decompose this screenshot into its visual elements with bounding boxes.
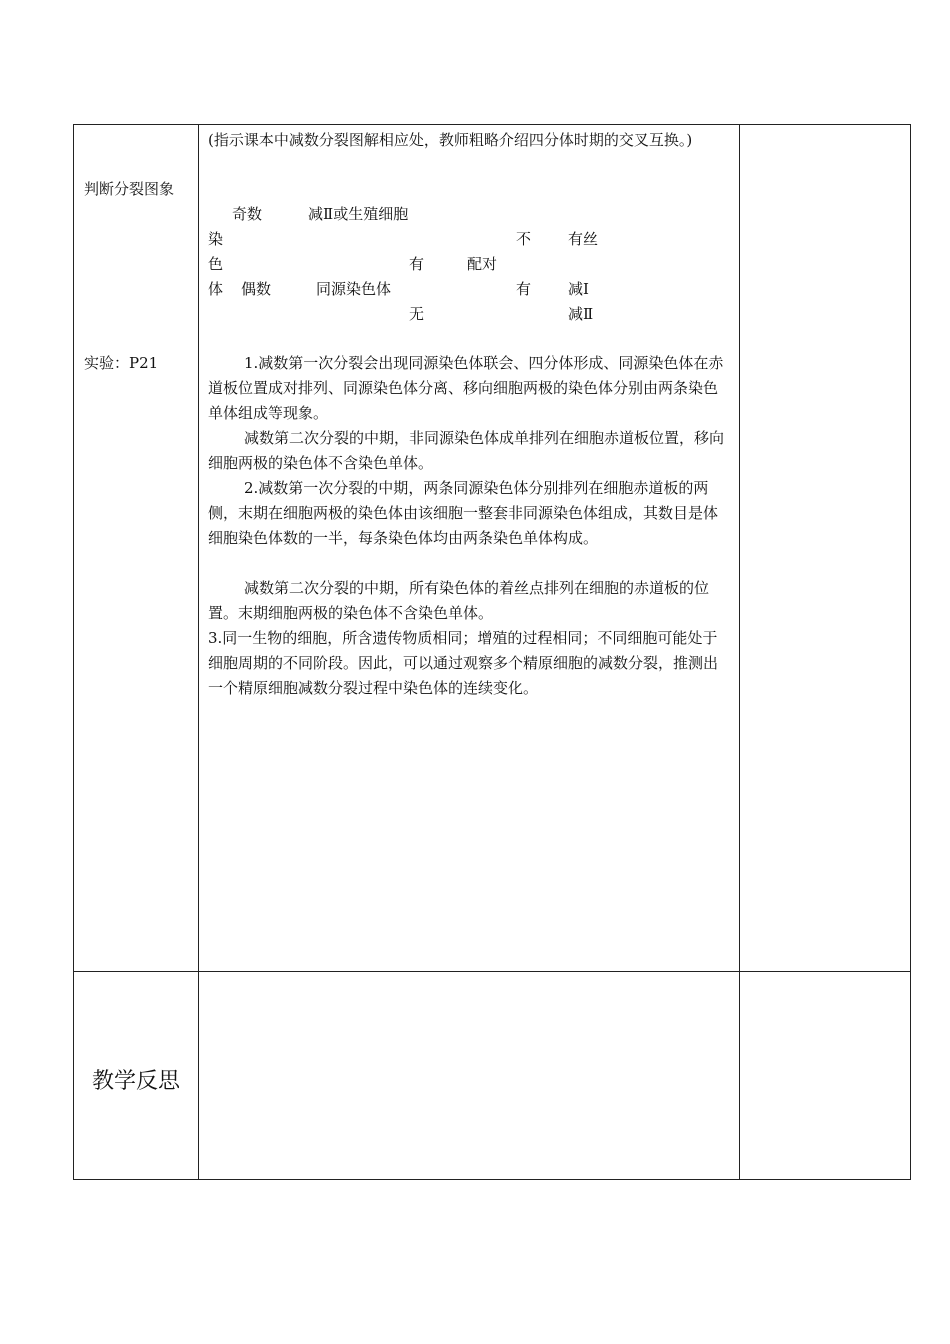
answer-2: 2.减数第一次分裂的中期，两条同源染色体分别排列在细胞赤道板的两侧，末期在细胞两极的染色体由该细胞一整套非同源染色体组成，其数目是体细胞染色体数的一半，每条染色体均由两条染色单体构成。: [208, 479, 719, 547]
row-label-experiment: 实验：P21: [84, 354, 159, 372]
intro-text: (指示课本中减数分裂图解相应处，教师粗略介绍四分体时期的交叉互换。): [208, 131, 693, 149]
teaching-reflection-label: 教学反思: [92, 1069, 181, 1094]
flow-meiosis2: 减Ⅱ: [568, 305, 594, 323]
flow-even: 偶数: [241, 280, 272, 298]
column-divider-1: [198, 125, 199, 1179]
answer-1-second: 减数第二次分裂的中期，非同源染色体成单排列在细胞赤道板位置，移向细胞两极的染色体不含染色单体。: [208, 429, 725, 472]
answer-1: 1.减数第一次分裂会出现同源染色体联会、四分体形成、同源染色体在赤道板位置成对排列、同源染色体分离、移向细胞两极的染色体分别由两条染色单体组成等现象。: [208, 354, 724, 422]
row-label-judge-division: 判断分裂图象: [84, 180, 175, 198]
flow-wu: 无: [409, 305, 425, 323]
flow-you2: 有: [516, 280, 532, 298]
flow-you1: 有: [409, 255, 425, 273]
flow-ti: 体: [208, 280, 224, 298]
answer-3: 3.同一生物的细胞，所含遗传物质相同；增殖的过程相同；不同细胞可能处于细胞周期的不同阶段。因此，可以通过观察多个精原细胞的减数分裂，推测出一个精原细胞减数分裂过程中染色体的连续变化。: [208, 629, 719, 697]
flow-odd-result: 减Ⅱ或生殖细胞: [308, 205, 409, 223]
answer-2-second: 减数第二次分裂的中期，所有染色体的着丝点排列在细胞的赤道板的位置。末期细胞两极的染色体不含染色单体。: [208, 579, 710, 622]
row-divider: [74, 971, 910, 972]
flow-odd: 奇数: [232, 205, 263, 223]
flow-se: 色: [208, 255, 224, 273]
flow-ran: 染: [208, 230, 224, 248]
column-divider-2: [739, 125, 740, 1179]
flow-bu: 不: [516, 230, 532, 248]
flow-pairing: 配对: [467, 255, 498, 273]
flow-meiosis1: 减Ⅰ: [568, 280, 589, 298]
flow-homologous: 同源染色体: [316, 280, 392, 298]
flow-mitosis: 有丝: [568, 230, 599, 248]
